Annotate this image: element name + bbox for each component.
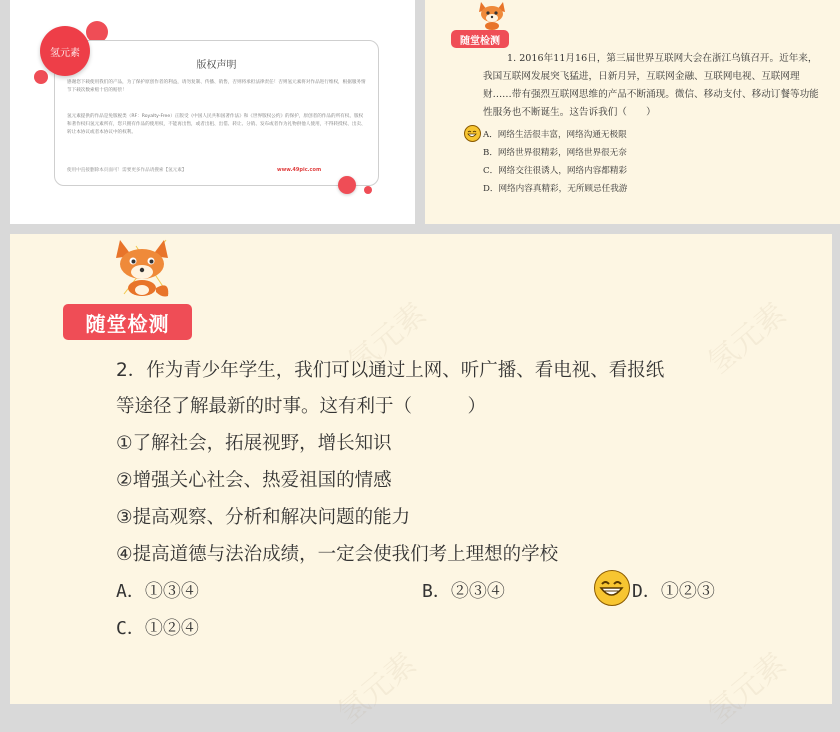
copyright-paragraph-1: 感谢您下载使用我们的产品，为了保护原创作者的利益，请勿复制、传播、销售，否则将承担法律责任！否则氢元素将对作品进行维权，根据服务情节下载次数索赔十倍的赔偿！ — [67, 80, 366, 93]
watermark: 氢元素 — [331, 646, 423, 732]
quiz-tag: 随堂检测 — [451, 30, 509, 48]
question-1-text — [483, 50, 825, 122]
question-1-slide[interactable] — [425, 0, 840, 224]
decor-dot — [364, 186, 372, 194]
copyright-title: 版权声明 — [196, 60, 237, 71]
statement-1: ①了解社会，拓展视野，增长知识 — [116, 433, 392, 454]
decor-dot — [34, 70, 48, 84]
statement-3: ③提高观察、分析和解决问题的能力 — [116, 507, 411, 528]
copyright-footer: 使用中直接删除本页面可！需要更多作品请搜索【氢元素】 — [67, 168, 187, 173]
statement-4: ④提高道德与法治成绩，一定会使我们考上理想的学校 — [116, 544, 559, 565]
option-a[interactable]: A．网络生活很丰富，网络沟通无极限 — [483, 130, 627, 140]
question-2-line-1: 2．作为青少年学生，我们可以通过上网、听广播、看电视、看报纸 — [116, 360, 665, 381]
option-b[interactable]: B．网络世界很精彩，网络世界很无奈 — [483, 148, 627, 158]
copyright-card — [54, 40, 379, 186]
answer-d[interactable]: D．①②③ — [632, 581, 715, 602]
fox-mascot-icon — [475, 0, 509, 30]
answer-c[interactable]: C．①②④ — [116, 618, 199, 639]
watermark: 氢元素 — [701, 646, 793, 732]
smiley-icon — [594, 570, 630, 606]
decor-dot — [338, 176, 356, 194]
watermark: 氢元素 — [701, 296, 793, 382]
question-1-body: 1. 2016年11月16日，第三届世界互联网大会在浙江乌镇召开。近年来，我国互联网发展突飞猛进，日新月异，互联网金融、互联网电视、互联网理财……带有强烈互联网思维的产品不断涌现。微信、移动支付、移动订餐等功能性服务也不断诞生。这告诉我们（ ） — [483, 53, 819, 118]
question-2-slide[interactable] — [10, 234, 832, 732]
answer-b[interactable]: B．②③④ — [422, 581, 505, 602]
option-c[interactable]: C．网络交往很诱人，网络内容都精彩 — [483, 166, 628, 176]
brand-badge: 氢元素 — [40, 26, 90, 76]
copyright-paragraph-2: 氢元素提供的作品是免版税类（RF：Royalty-Free）正版受《中国人民共和国著作法》和《世界版权公约》的保护，原创者的作品的所有权、版权和著作权归氢元素所有，您只拥有作品的使用权，不能再出售，或者出租、出借、转让、分销、发布或者作为礼物供他人使用，不得转授权、出卖、转让本协议或者本协议中的权利。 — [67, 114, 366, 135]
statement-2: ②增强关心社会、热爱祖国的情感 — [116, 470, 392, 491]
fox-mascot-icon — [106, 236, 178, 300]
option-d[interactable]: D．网络内容真精彩，无所顾忌任我游 — [483, 184, 628, 194]
site-link[interactable]: www.49pic.com — [277, 167, 322, 173]
smiley-icon — [464, 125, 481, 142]
watermark: 氢元素 — [341, 296, 433, 382]
quiz-tag: 随堂检测 — [63, 304, 192, 340]
copyright-slide[interactable] — [10, 0, 415, 224]
answer-a[interactable]: A．①③④ — [116, 581, 199, 602]
question-2-line-2: 等途径了解最新的时事。这有利于（ ） — [116, 396, 487, 417]
